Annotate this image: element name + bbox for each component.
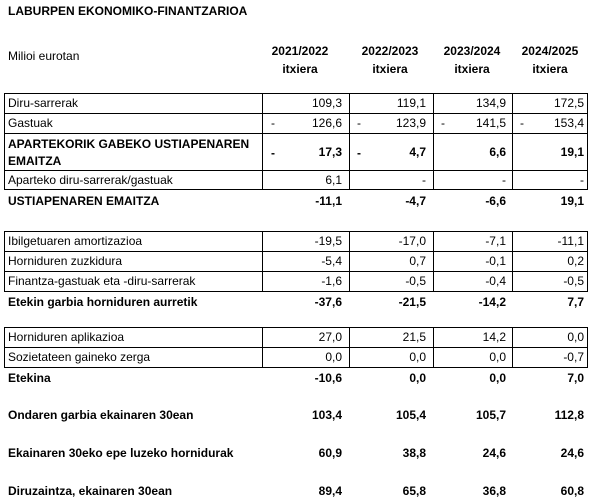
value-2024-2025: -0,5	[563, 274, 584, 288]
value-2022-2023: 21,5	[402, 330, 426, 344]
value-2024-2025: -11,1	[557, 234, 584, 248]
unit-label: Milioi eurotan	[8, 49, 80, 63]
value-2024-2025: 172,5	[553, 96, 584, 110]
value-2023-2024: -	[502, 173, 506, 187]
column-divider	[262, 327, 263, 368]
value-2022-2023: 0,0	[409, 350, 426, 364]
value-2022-2023: 38,8	[402, 446, 426, 460]
column-divider	[512, 327, 513, 368]
value-2024-2025: -0,7	[563, 350, 584, 364]
negative-sign: -	[441, 116, 445, 130]
value-2021-2022: -37,6	[314, 295, 342, 309]
value-2021-2022: 103,4	[311, 408, 342, 422]
column-divider	[433, 93, 434, 190]
value-2022-2023: -4,7	[405, 194, 426, 208]
row-label: Ondaren garbia ekainaren 30ean	[8, 408, 194, 422]
row-label: Sozietateen gaineko zerga	[8, 350, 151, 364]
value-2022-2023: 123,9	[395, 116, 426, 130]
value-2021-2022: -5,4	[321, 254, 342, 268]
column-divider	[262, 93, 263, 190]
value-2024-2025: 0,0	[567, 330, 584, 344]
negative-sign: -	[357, 116, 361, 130]
value-2022-2023: 0,0	[409, 371, 426, 385]
row-label: Etekin garbia horniduren aurretik	[8, 295, 198, 309]
value-2024-2025: 7,0	[567, 371, 584, 385]
row-divider	[4, 251, 588, 252]
value-2022-2023: 119,1	[396, 96, 426, 110]
column-header-status: itxiera	[454, 62, 490, 76]
row-divider	[4, 113, 588, 114]
column-divider	[349, 93, 350, 190]
column-header-year: 2024/2025	[521, 44, 579, 58]
value-2023-2024: -0,4	[485, 274, 506, 288]
column-divider	[433, 327, 434, 368]
value-2021-2022: 89,4	[318, 484, 342, 498]
row-label-line-2: EMAITZA	[8, 154, 62, 168]
column-divider	[433, 231, 434, 292]
value-2023-2024: 105,7	[475, 408, 506, 422]
value-2023-2024: 0,0	[489, 371, 506, 385]
value-2022-2023: -	[422, 173, 426, 187]
column-divider	[512, 93, 513, 190]
value-2022-2023: 105,4	[395, 408, 426, 422]
row-label: Gastuak	[8, 116, 53, 130]
column-header-2023-2024	[430, 42, 514, 78]
row-label: Diru-sarrerak	[8, 96, 79, 110]
value-2022-2023: 4,7	[409, 145, 426, 159]
row-label: USTIAPENAREN EMAITZA	[8, 194, 160, 208]
value-2023-2024: -0,1	[485, 254, 506, 268]
value-2024-2025: 60,8	[560, 484, 584, 498]
value-2022-2023: -21,5	[398, 295, 426, 309]
value-2024-2025: 7,7	[567, 295, 584, 309]
row-label: Horniduren aplikazioa	[8, 330, 125, 344]
value-2023-2024: 24,6	[482, 446, 506, 460]
value-2021-2022: 17,3	[318, 145, 342, 159]
value-2023-2024: -7,1	[485, 234, 506, 248]
column-header-year: 2021/2022	[271, 44, 329, 58]
negative-sign: -	[271, 146, 275, 160]
column-header-status: itxiera	[282, 62, 318, 76]
row-label: Ibilgetuaren amortizazioa	[8, 234, 143, 248]
value-2022-2023: 0,7	[409, 254, 426, 268]
row-label	[8, 136, 249, 170]
column-header-status: itxiera	[372, 62, 408, 76]
value-2021-2022: -11,1	[315, 194, 342, 208]
value-2023-2024: 141,5	[475, 116, 506, 130]
row-divider	[4, 271, 588, 272]
row-label: Ekainaren 30eko epe luzeko hornidurak	[8, 446, 234, 460]
column-header-status: itxiera	[532, 62, 568, 76]
column-divider	[262, 231, 263, 292]
row-label: Finantza-gastuak eta -diru-sarrerak	[8, 274, 196, 288]
value-2023-2024: 14,2	[482, 330, 506, 344]
value-2023-2024: 134,9	[475, 96, 506, 110]
row-divider	[4, 170, 588, 171]
report-title: LABURPEN EKONOMIKO-FINANTZARIOA	[8, 4, 248, 18]
value-2023-2024: 6,6	[489, 145, 506, 159]
row-label: Diruzaintza, ekainaren 30ean	[8, 484, 173, 498]
row-divider	[4, 347, 588, 348]
row-label-line-1: APARTEKORIK GABEKO USTIAPENAREN	[8, 137, 250, 151]
column-header-2021-2022	[258, 42, 342, 78]
value-2023-2024: -6,6	[485, 194, 506, 208]
row-label: Etekina	[8, 371, 51, 385]
value-2023-2024: 36,8	[482, 484, 506, 498]
value-2024-2025: 112,8	[554, 408, 584, 422]
value-2021-2022: 109,3	[311, 96, 342, 110]
row-label: Aparteko diru-sarrerak/gastuak	[8, 173, 173, 187]
value-2021-2022: 60,9	[318, 446, 342, 460]
column-header-year: 2022/2023	[361, 44, 419, 58]
value-2022-2023: -17,0	[398, 234, 426, 248]
value-2024-2025: 24,6	[560, 446, 584, 460]
value-2021-2022: 27,0	[318, 330, 342, 344]
column-divider	[349, 231, 350, 292]
value-2021-2022: -19,5	[314, 234, 342, 248]
column-divider	[349, 327, 350, 368]
row-divider	[4, 133, 588, 134]
negative-sign: -	[520, 116, 524, 130]
value-2023-2024: -14,2	[478, 295, 506, 309]
value-2021-2022: 0,0	[325, 350, 342, 364]
value-2024-2025: 0,2	[567, 254, 584, 268]
column-divider	[512, 231, 513, 292]
column-header-2022-2023	[348, 42, 432, 78]
value-2021-2022: 126,6	[311, 116, 342, 130]
value-2021-2022: 6,1	[325, 173, 342, 187]
value-2021-2022: -10,6	[314, 371, 342, 385]
column-header-2024-2025	[508, 42, 592, 78]
value-2024-2025: -	[580, 173, 584, 187]
value-2023-2024: 0,0	[489, 350, 506, 364]
row-label: Horniduren zuzkidura	[8, 254, 123, 268]
value-2022-2023: -0,5	[405, 274, 426, 288]
value-2024-2025: 19,1	[560, 145, 584, 159]
value-2022-2023: 65,8	[402, 484, 426, 498]
value-2021-2022: -1,6	[321, 274, 342, 288]
negative-sign: -	[271, 116, 275, 130]
column-header-year: 2023/2024	[443, 44, 501, 58]
value-2024-2025: 19,1	[560, 194, 584, 208]
value-2024-2025: 153,4	[553, 116, 584, 130]
negative-sign: -	[357, 146, 361, 160]
